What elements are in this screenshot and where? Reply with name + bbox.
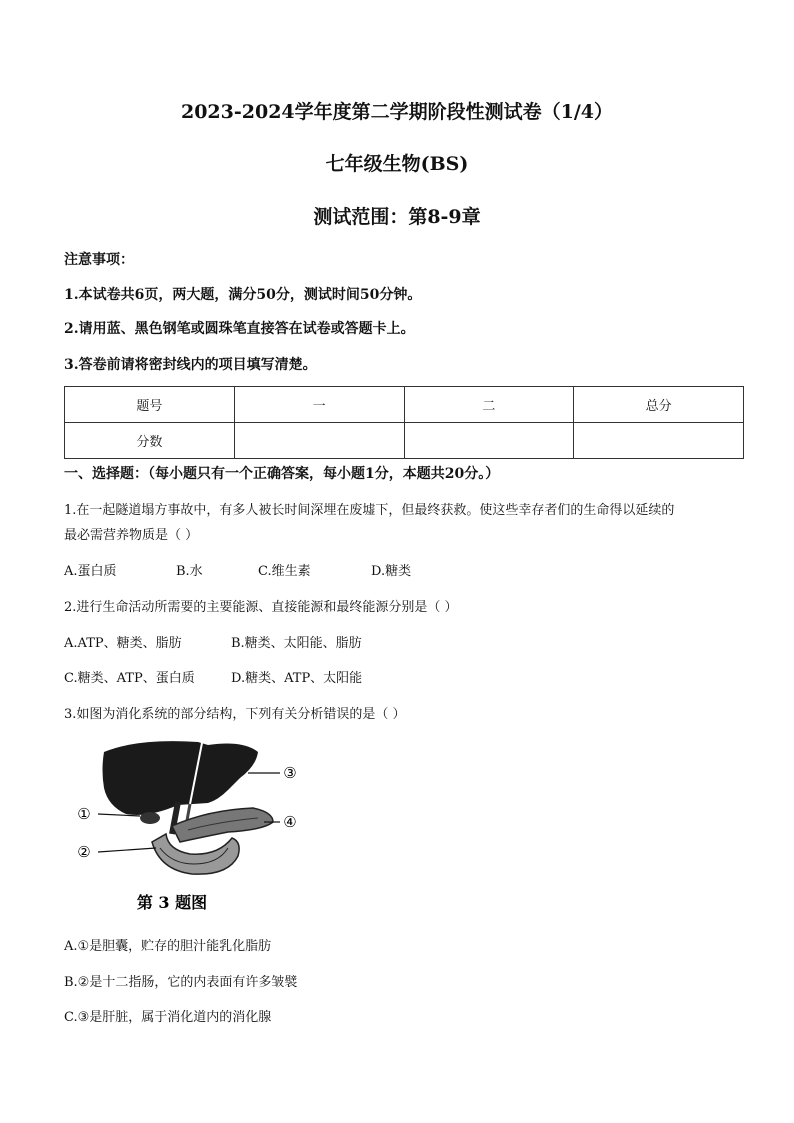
label-1: ①	[77, 805, 91, 823]
table-row	[65, 423, 744, 459]
table-row	[65, 387, 744, 423]
option-c: C.③是肝脏，属于消化道内的消化腺	[64, 1010, 272, 1025]
label-2: ②	[77, 843, 91, 861]
label-3: ③	[283, 764, 297, 782]
question-stem: 2.进行生命活动所需要的主要能源、直接能源和最终能源分别是（ ）	[64, 600, 458, 615]
table-cell: 总分	[574, 387, 744, 423]
table-cell: 二	[404, 387, 574, 423]
exam-subtitle: 七年级生物(BS)	[325, 153, 469, 175]
exam-scope: 测试范围：第8-9章	[313, 206, 481, 228]
table-cell: 分数	[65, 423, 235, 459]
option-d: D.糖类、ATP、太阳能	[231, 671, 363, 686]
option-c: C.糖类、ATP、蛋白质	[64, 671, 195, 686]
note-item: 1.本试卷共6页，两大题，满分50分，测试时间50分钟。	[64, 287, 422, 303]
option-c: C.维生素	[258, 564, 311, 579]
digestive-system-figure	[68, 730, 308, 920]
digestive-organs-illustration	[68, 730, 308, 920]
option-b: B.②是十二指肠，它的内表面有许多皱襞	[64, 975, 298, 990]
notes-heading: 注意事项：	[64, 252, 134, 268]
score-input-cell[interactable]	[574, 423, 744, 459]
table-cell: 题号	[65, 387, 235, 423]
table-cell: 一	[234, 387, 404, 423]
question-stem: 最必需营养物质是（ ）	[64, 528, 199, 543]
option-b: B.糖类、太阳能、脂肪	[231, 636, 362, 651]
option-b: B.水	[176, 564, 203, 579]
figure-caption: 第 3 题图	[136, 893, 208, 912]
option-d: D.糖类	[371, 564, 412, 579]
note-item: 2.请用蓝、黑色钢笔或圆珠笔直接答在试卷或答题卡上。	[64, 321, 415, 337]
exam-title: 2023-2024学年度第二学期阶段性测试卷（1/4）	[180, 101, 614, 123]
option-a: A.蛋白质	[64, 564, 117, 579]
label-4: ④	[283, 813, 297, 831]
option-a: A.①是胆囊，贮存的胆汁能乳化脂肪	[64, 939, 272, 954]
question-stem: 3.如图为消化系统的部分结构，下列有关分析错误的是（ ）	[64, 707, 406, 722]
score-table	[64, 386, 744, 459]
option-a: A.ATP、糖类、脂肪	[64, 636, 182, 651]
section-heading: 一、选择题：（每小题只有一个正确答案，每小题1分，本题共20分。）	[64, 466, 500, 482]
question-stem: 1.在一起隧道塌方事故中，有多人被长时间深埋在废墟下，但最终获救。使这些幸存者们的生命得以延续的	[64, 503, 675, 518]
score-input-cell[interactable]	[234, 423, 404, 459]
score-input-cell[interactable]	[404, 423, 574, 459]
note-item: 3.答卷前请将密封线内的项目填写清楚。	[64, 357, 317, 373]
